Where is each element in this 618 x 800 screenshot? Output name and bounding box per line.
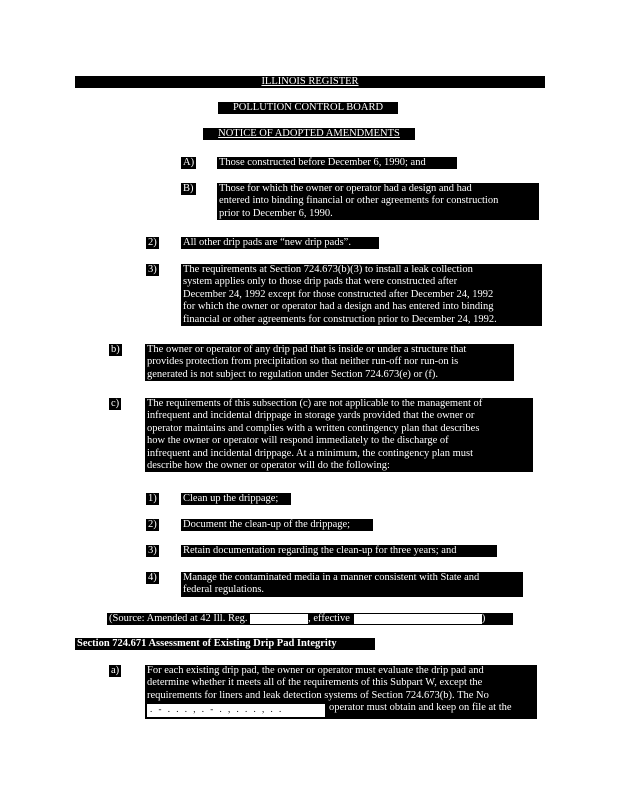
item-3-line: financial or other agreements for construction prior to December 24, 1992. bbox=[183, 313, 497, 325]
item-b-line: entered into binding financial or other agreements for construction bbox=[219, 195, 499, 207]
item-c1-text: Clean up the drippage; bbox=[181, 493, 291, 505]
item-a-sub-line4-text: operator must obtain and keep on file at the bbox=[329, 702, 512, 714]
item-3-line: December 24, 1992 except for those constructed after December 24, 1992 bbox=[183, 288, 494, 300]
source-effective: , effective bbox=[308, 613, 350, 624]
scan-noise: . - . . . , . - . , . . . , . . bbox=[150, 704, 284, 714]
source-prefix: (Source: Amended at 42 Ill. Reg. bbox=[109, 613, 251, 624]
section-heading: Section 724.671 Assessment of Existing Drip Pad Integrity bbox=[75, 638, 375, 650]
item-c-text bbox=[145, 398, 533, 472]
item-c-line: The requirements of this subsection (c) are not applicable to the management of bbox=[147, 398, 483, 409]
item-c-line: infrequent and incidental drippage in storage yards provided that the owner or bbox=[147, 410, 475, 422]
item-c-label: c) bbox=[111, 398, 120, 409]
item-b-line: prior to December 6, 1990. bbox=[219, 207, 333, 219]
source-line bbox=[107, 613, 513, 625]
notice-header bbox=[203, 128, 415, 140]
item-a-sub-label: a) bbox=[111, 665, 120, 676]
board-header bbox=[218, 102, 398, 114]
item-3-line: system applies only to those drip pads that were constructed after bbox=[183, 276, 458, 288]
source-blank-reg bbox=[250, 614, 308, 624]
item-b-label: B) bbox=[183, 183, 194, 194]
item-c1-label: 1) bbox=[148, 493, 157, 504]
item-c-line: how the owner or operator will respond immediately to the discharge of bbox=[147, 435, 449, 447]
item-c3-text: Retain documentation regarding the clean-up for three years; and bbox=[181, 545, 497, 557]
item-c-line: infrequent and incidental drippage. At a minimum, the contingency plan must bbox=[147, 447, 474, 459]
item-3-line: The requirements at Section 724.673(b)(3) to install a leak collection bbox=[183, 264, 473, 275]
item-c4-text bbox=[181, 572, 523, 597]
item-c4-line: Manage the contaminated media in a manner consistent with State and bbox=[183, 572, 480, 583]
register-header bbox=[75, 76, 545, 88]
item-b-line: Those for which the owner or operator had a design and had bbox=[219, 183, 472, 194]
item-a-sub-line: For each existing drip pad, the owner or operator must evaluate the drip pad and bbox=[147, 665, 484, 676]
board-title: POLLUTION CONTROL BOARD bbox=[232, 102, 384, 113]
notice-title: NOTICE OF ADOPTED AMENDMENTS bbox=[218, 128, 400, 139]
item-c4-line: federal regulations. bbox=[183, 584, 265, 596]
item-a-label: A) bbox=[183, 157, 195, 168]
item-c-line: describe how the owner or operator will do the following: bbox=[147, 460, 390, 472]
source-blank-date bbox=[354, 614, 482, 624]
item-a-sub-line3-text: requirements for liners and leak detection systems of Section 724.673(b). The No bbox=[147, 689, 489, 701]
item-b-sub-line: The owner or operator of any drip pad that is inside or under a structure that bbox=[147, 344, 467, 355]
item-b-sub-text bbox=[145, 344, 514, 381]
item-c2-text: Document the clean-up of the drippage; bbox=[181, 519, 373, 531]
register-title: ILLINOIS REGISTER bbox=[261, 76, 359, 87]
item-c-line: operator maintains and complies with a written contingency plan that describes bbox=[147, 422, 480, 434]
item-b-sub-label: b) bbox=[111, 344, 120, 355]
item-a-text: Those constructed before December 6, 1990; and bbox=[217, 157, 457, 169]
source-close: ) bbox=[481, 613, 486, 624]
item-b-text bbox=[217, 183, 539, 220]
item-2-text: All other drip pads are “new drip pads”. bbox=[181, 237, 379, 249]
item-b-sub-line: provides protection from precipitation so that neither run-off nor run-on is bbox=[147, 356, 459, 368]
item-2-label: 2) bbox=[148, 237, 157, 248]
item-a-sub-line: determine whether it meets all of the requirements of this Subpart W, except the bbox=[147, 677, 483, 689]
item-c4-label: 4) bbox=[148, 572, 157, 583]
item-3-text bbox=[181, 264, 542, 326]
item-c3-label: 3) bbox=[148, 545, 157, 556]
item-3-label: 3) bbox=[148, 264, 157, 275]
item-b-sub-line: generated is not subject to regulation under Section 724.673(e) or (f). bbox=[147, 368, 438, 380]
item-c2-label: 2) bbox=[148, 519, 157, 530]
item-a-sub-line bbox=[147, 690, 535, 702]
item-3-line: for which the owner or operator had a design and has entered into binding bbox=[183, 301, 494, 313]
